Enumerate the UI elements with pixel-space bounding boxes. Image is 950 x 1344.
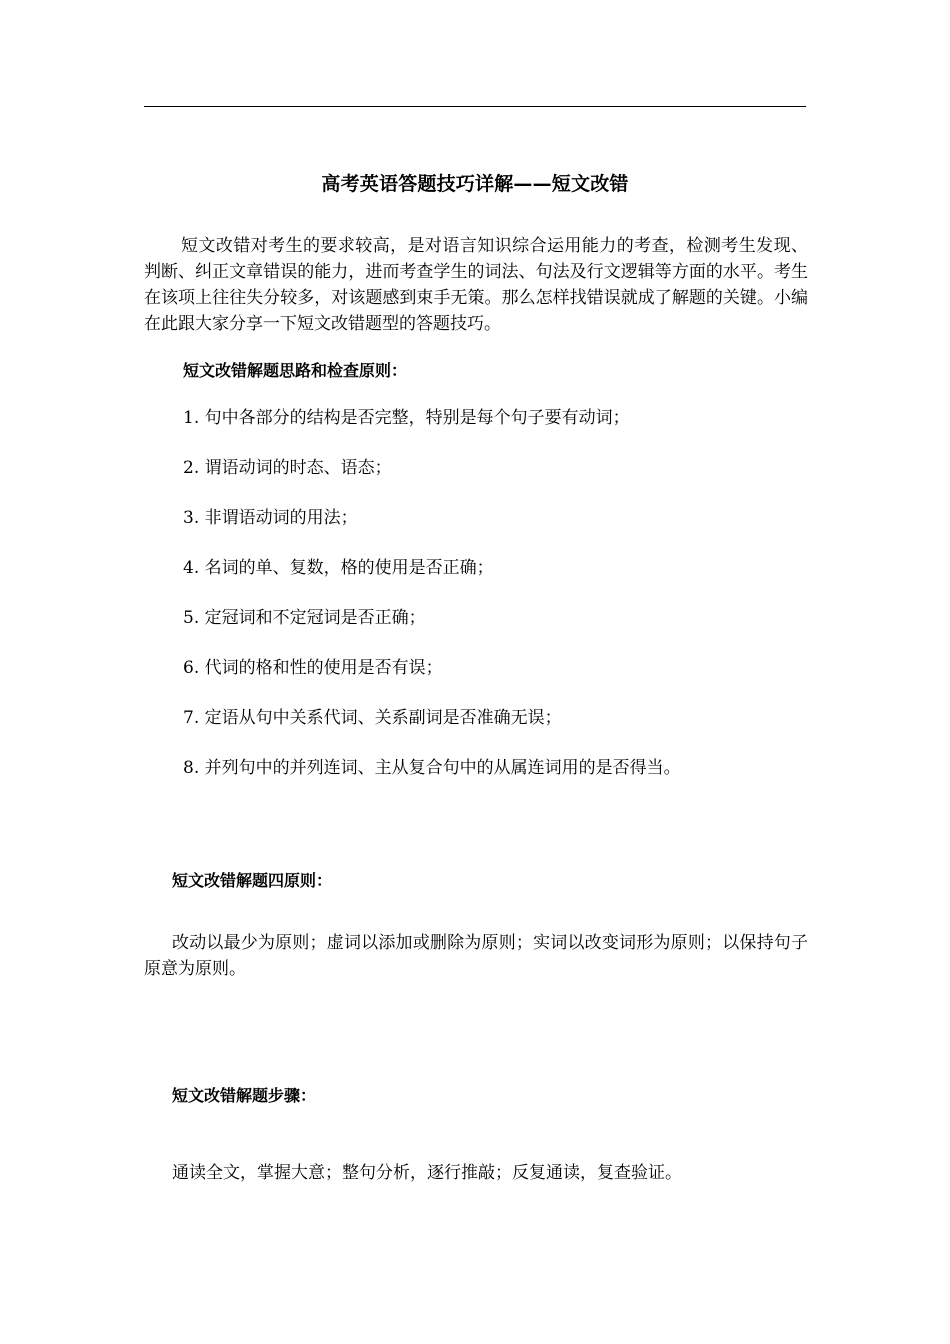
intro-paragraph: 短文改错对考生的要求较高，是对语言知识综合运用能力的考查，检测考生发现、判断、纠正文章错误的能力，进而考查学生的词法、句法及行文逻辑等方面的水平。考生在该项上往往失分较多，对该题感到束手无策。那么怎样找错误就成了解题的关键。小编在此跟大家分享一下短文改错题型的答题技巧。 [144,236,808,334]
header-rule [144,106,806,107]
section-heading-steps: 短文改错解题步骤： [172,1086,317,1105]
list-item: 1. 句中各部分的结构是否完整，特别是每个句子要有动词； [183,408,630,428]
section-heading-four-principles: 短文改错解题四原则： [172,871,333,890]
list-item: 2. 谓语动词的时态、语态； [183,458,392,478]
check-principles-list [183,404,803,804]
list-item: 5. 定冠词和不定冠词是否正确； [183,608,426,628]
list-item: 8. 并列句中的并列连词、主从复合句中的从属连词用的是否得当。 [183,758,681,778]
steps-paragraph: 通读全文，掌握大意；整句分析，逐行推敲；反复通读，复查验证。 [172,1163,682,1183]
document-title: 高考英语答题技巧详解——短文改错 [321,173,629,195]
list-item: 7. 定语从句中关系代词、关系副词是否准确无误； [183,708,562,728]
list-item: 6. 代词的格和性的使用是否有误； [183,658,443,678]
list-item: 4. 名词的单、复数，格的使用是否正确； [183,558,494,578]
list-item: 3. 非谓语动词的用法； [183,508,358,528]
section-heading-check-principles: 短文改错解题思路和检查原则： [183,361,408,380]
four-principles-paragraph: 改动以最少为原则；虚词以添加或删除为原则；实词以改变词形为原则；以保持句子原意为原则。 [144,933,808,979]
